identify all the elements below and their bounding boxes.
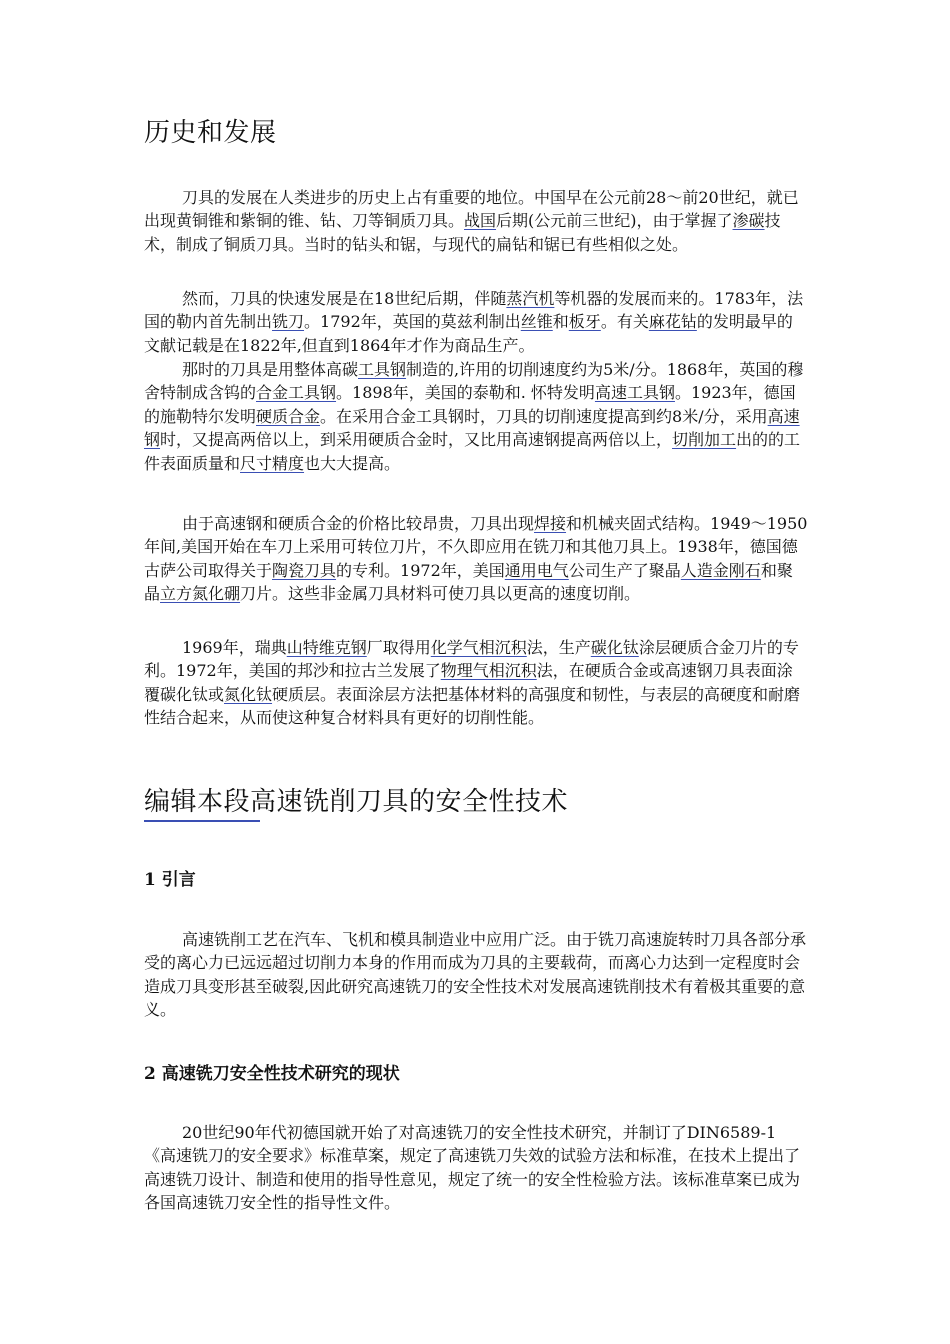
link-3[interactable]: 化学气相沉积 [430,638,527,657]
link-9[interactable]: 立方氮化硼 [160,584,241,604]
text-span: 后期(公元前三世纪)，由于掌握了 [496,211,733,231]
link-9[interactable]: 氮化钛 [224,684,273,704]
link-1[interactable]: 工具钢 [358,360,407,379]
text-span: 公司生产了聚晶 [568,560,681,580]
text-span: 制造的,许用的切削速度约为5米/分。1868年，英国的穆舍特制成含钨的 [144,360,804,403]
text-span: 。1923年，德国的施勒特尔发明 [144,383,796,426]
link-3[interactable]: 铣刀 [272,312,305,332]
text-span: 和机械夹固式结构。1949～1950年间,美国开始在车刀上采用可转位刀片，不久即应用在铣刀和其他刀具上。1938年，德国德古萨公司取得关于 [144,514,808,580]
link-1[interactable]: 焊接 [534,514,567,533]
text-span: 的专利。1972年，美国 [336,560,505,580]
text-span: 法，在硬质合金或高速钢刀具表面涂覆碳化钛或 [144,661,793,704]
link-5[interactable]: 丝锥 [520,312,553,332]
text-span: 技术，制成了铜质刀具。当时的钻头和锯，与现代的扁钻和锯已有些相似之处。 [144,211,781,254]
link-3[interactable]: 陶瓷刀具 [272,560,337,580]
link-5[interactable]: 碳化钛 [590,638,639,657]
section-title-underline [144,820,260,822]
link-3[interactable]: 合金工具钢 [256,383,337,403]
text-span: 刀具的发展在人类进步的历史上占有重要的地位。中国早在公元前28～前20世纪，就已出现黄铜锥和紫铜的锥、钻、刀等铜质刀具。 [144,188,799,231]
link-1[interactable]: 蒸汽机 [506,289,555,308]
paragraph-introduction: 高速铣削工艺在汽车、飞机和模具制造业中应用广泛。由于铣刀高速旋转时刀具各部分承受的离心力已远远超过切削力本身的作用而成为刀具的主要载荷，而离心力达到一定程度时会造成刀具变形甚至破裂,因此研究高速铣刀的安全性技术对发展高速铣削技术有着极其重要的意义。 [144,930,807,1020]
text-span: 等机器的发展而来的。1783年，法国的勒内首先制出 [144,289,804,332]
link-3[interactable]: 渗碳 [732,211,765,231]
paragraph-history-1 [144,186,808,256]
text-span: 的发明最早的文献记载是在1822年,但直到1864年才作为商品生产。 [144,312,793,355]
text-span: 硬质层。表面涂层方法把基体材料的高强度和韧性，与表层的高硬度和耐磨性结合起来，从而使这种复合材料具有更好的切削性能。 [144,684,801,728]
paragraph-history-3 [144,358,808,475]
text-span: 涂层硬质合金刀片的专利。1972年，美国的邦沙和拉古兰发展了 [144,638,799,681]
text-span: 由于高速钢和硬质合金的价格比较昂贵，刀具出现 [182,514,535,533]
text-span: 。1898年，美国的泰勒和. 怀特发明 [336,383,595,403]
paragraph-history-4 [144,512,808,606]
text-span: 。在采用合金工具钢时，刀具的切削速度提高到约8米/分，采用 [320,406,768,426]
link-7[interactable]: 人造金刚石 [680,560,761,580]
text-span: 。有关 [600,312,649,332]
link-7[interactable]: 物理气相沉积 [440,661,537,681]
text-span: 法，生产 [526,638,591,657]
link-9[interactable]: 高速钢 [144,406,800,450]
paragraph-research-status: 20世纪90年代初德国就开始了对高速铣刀的安全性技术研究，并制订了DIN6589-1《高速铣刀的安全要求》标准草案，规定了高速铣刀失效的试验方法和标准，在技术上提出了高速铣刀设计、制造和使用的指导性意见，规定了统一的安全性检验方法。该标准草案已成为各国高速铣刀安全性的指导性文件。 [144,1123,801,1213]
text-span: 那时的刀具是用整体高碳 [182,360,359,379]
link-7[interactable]: 硬质合金 [256,406,321,426]
section-title-history: 历史和发展 [144,118,277,148]
text-span: 厂取得用 [366,638,431,657]
text-span: 出的的工件表面质量和 [144,430,801,473]
text-span: 然而，刀具的快速发展是在18世纪后期，伴随 [182,289,507,308]
link-5[interactable]: 高速工具钢 [594,383,675,403]
text-span: 和聚晶 [144,560,793,604]
link-1[interactable]: 山特维克钢 [286,638,367,657]
text-span: 时，又提高两倍以上，到采用硬质合金时，又比用高速钢提高两倍以上， [160,430,673,450]
text-span: 。1792年，英国的莫兹利制出 [304,312,521,332]
link-11[interactable]: 切削加工 [672,430,737,450]
link-1[interactable]: 战国 [464,211,497,231]
text-span: 也大大提高。 [304,453,401,473]
section-title-safety: 编辑本段高速铣削刀具的安全性技术 [144,787,569,817]
heading-research-status: 2 高速铣刀安全性技术研究的现状 [144,1064,400,1084]
text-span: 1969年，瑞典 [182,638,287,657]
link-7[interactable]: 板牙 [568,312,601,332]
paragraph-history-5 [144,636,808,730]
text-span: 和 [552,312,569,332]
link-9[interactable]: 麻花钻 [648,312,697,332]
link-13[interactable]: 尺寸精度 [240,453,305,473]
paragraph-history-2 [144,287,808,357]
link-5[interactable]: 通用电气 [504,560,569,580]
text-span: 刀片。这些非金属刀具材料可使刀具以更高的速度切削。 [240,584,641,604]
heading-introduction: 1 引言 [144,870,196,890]
